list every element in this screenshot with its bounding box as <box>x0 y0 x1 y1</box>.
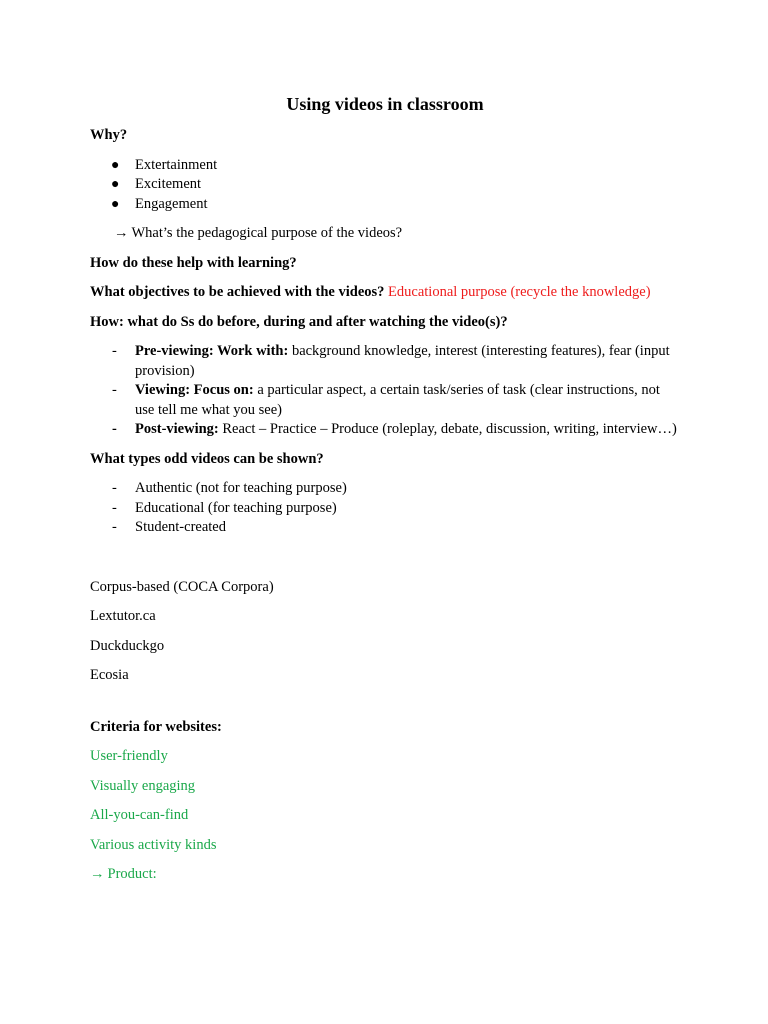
stages-list <box>90 342 680 440</box>
arrow-right-icon: → <box>114 225 129 241</box>
resource-item: Duckduckgo <box>90 637 165 654</box>
why-list <box>90 156 680 215</box>
criteria-item: User-friendly <box>90 748 168 764</box>
product-line: → Product: <box>90 866 157 882</box>
list-item: ● Engagement <box>90 195 680 215</box>
how-question: How: what do Ss do before, during and after watching the video(s)? <box>90 313 508 330</box>
resource-item: Lextutor.ca <box>90 608 156 624</box>
list-item: - Pre-viewing: Work with: background knowledge, interest (interesting features), fear (input provision) <box>112 343 670 379</box>
criteria-item: Various activity kinds <box>90 836 217 853</box>
arrow-right-icon: → <box>90 866 105 882</box>
bullet-icon: ● <box>111 157 120 173</box>
list-item: - Educational (for teaching purpose) <box>90 499 680 519</box>
list-item: - Student-created <box>90 518 680 538</box>
criteria-item: All-you-can-find <box>90 807 189 823</box>
why-heading: Why? <box>90 127 128 143</box>
bullet-icon: ● <box>111 196 120 212</box>
dash-icon: - <box>112 519 117 535</box>
pedagogical-note: → What’s the pedagogical purpose of the videos? <box>114 225 403 241</box>
list-item: ● Extertainment <box>90 156 680 176</box>
list-item: - Viewing: Focus on: a particular aspect, a certain task/series of task (clear instructions, not use tell me what you see) <box>112 382 660 418</box>
spacer <box>90 548 680 578</box>
resource-item: Corpus-based (COCA Corpora) <box>90 578 274 595</box>
types-question: What types odd videos can be shown? <box>90 450 324 467</box>
list-item: - Authentic (not for teaching purpose) <box>90 479 680 499</box>
criteria-item: Visually engaging <box>90 777 196 794</box>
document-title: Using videos in classroom <box>286 94 484 114</box>
objectives-line <box>90 283 680 302</box>
dash-icon: - <box>112 499 117 516</box>
document-body <box>90 92 680 895</box>
dash-icon: - <box>112 343 117 359</box>
list-item: ● Excitement <box>90 175 680 195</box>
bullet-icon: ● <box>111 177 120 192</box>
spacer <box>90 696 680 718</box>
dash-icon: - <box>112 382 117 398</box>
help-question: How do these help with learning? <box>90 254 297 271</box>
objectives-answer: Educational purpose (recycle the knowledge) <box>388 284 651 300</box>
resource-item: Ecosia <box>90 667 129 683</box>
criteria-heading: Criteria for websites: <box>90 718 222 735</box>
objectives-question: What objectives to be achieved with the videos? <box>90 284 385 300</box>
dash-icon: - <box>112 480 117 496</box>
dash-icon: - <box>112 421 117 437</box>
video-types-list <box>90 479 680 538</box>
list-item: - Post-viewing: React – Practice – Produce (roleplay, debate, discussion, writing, interview…) <box>90 420 680 440</box>
